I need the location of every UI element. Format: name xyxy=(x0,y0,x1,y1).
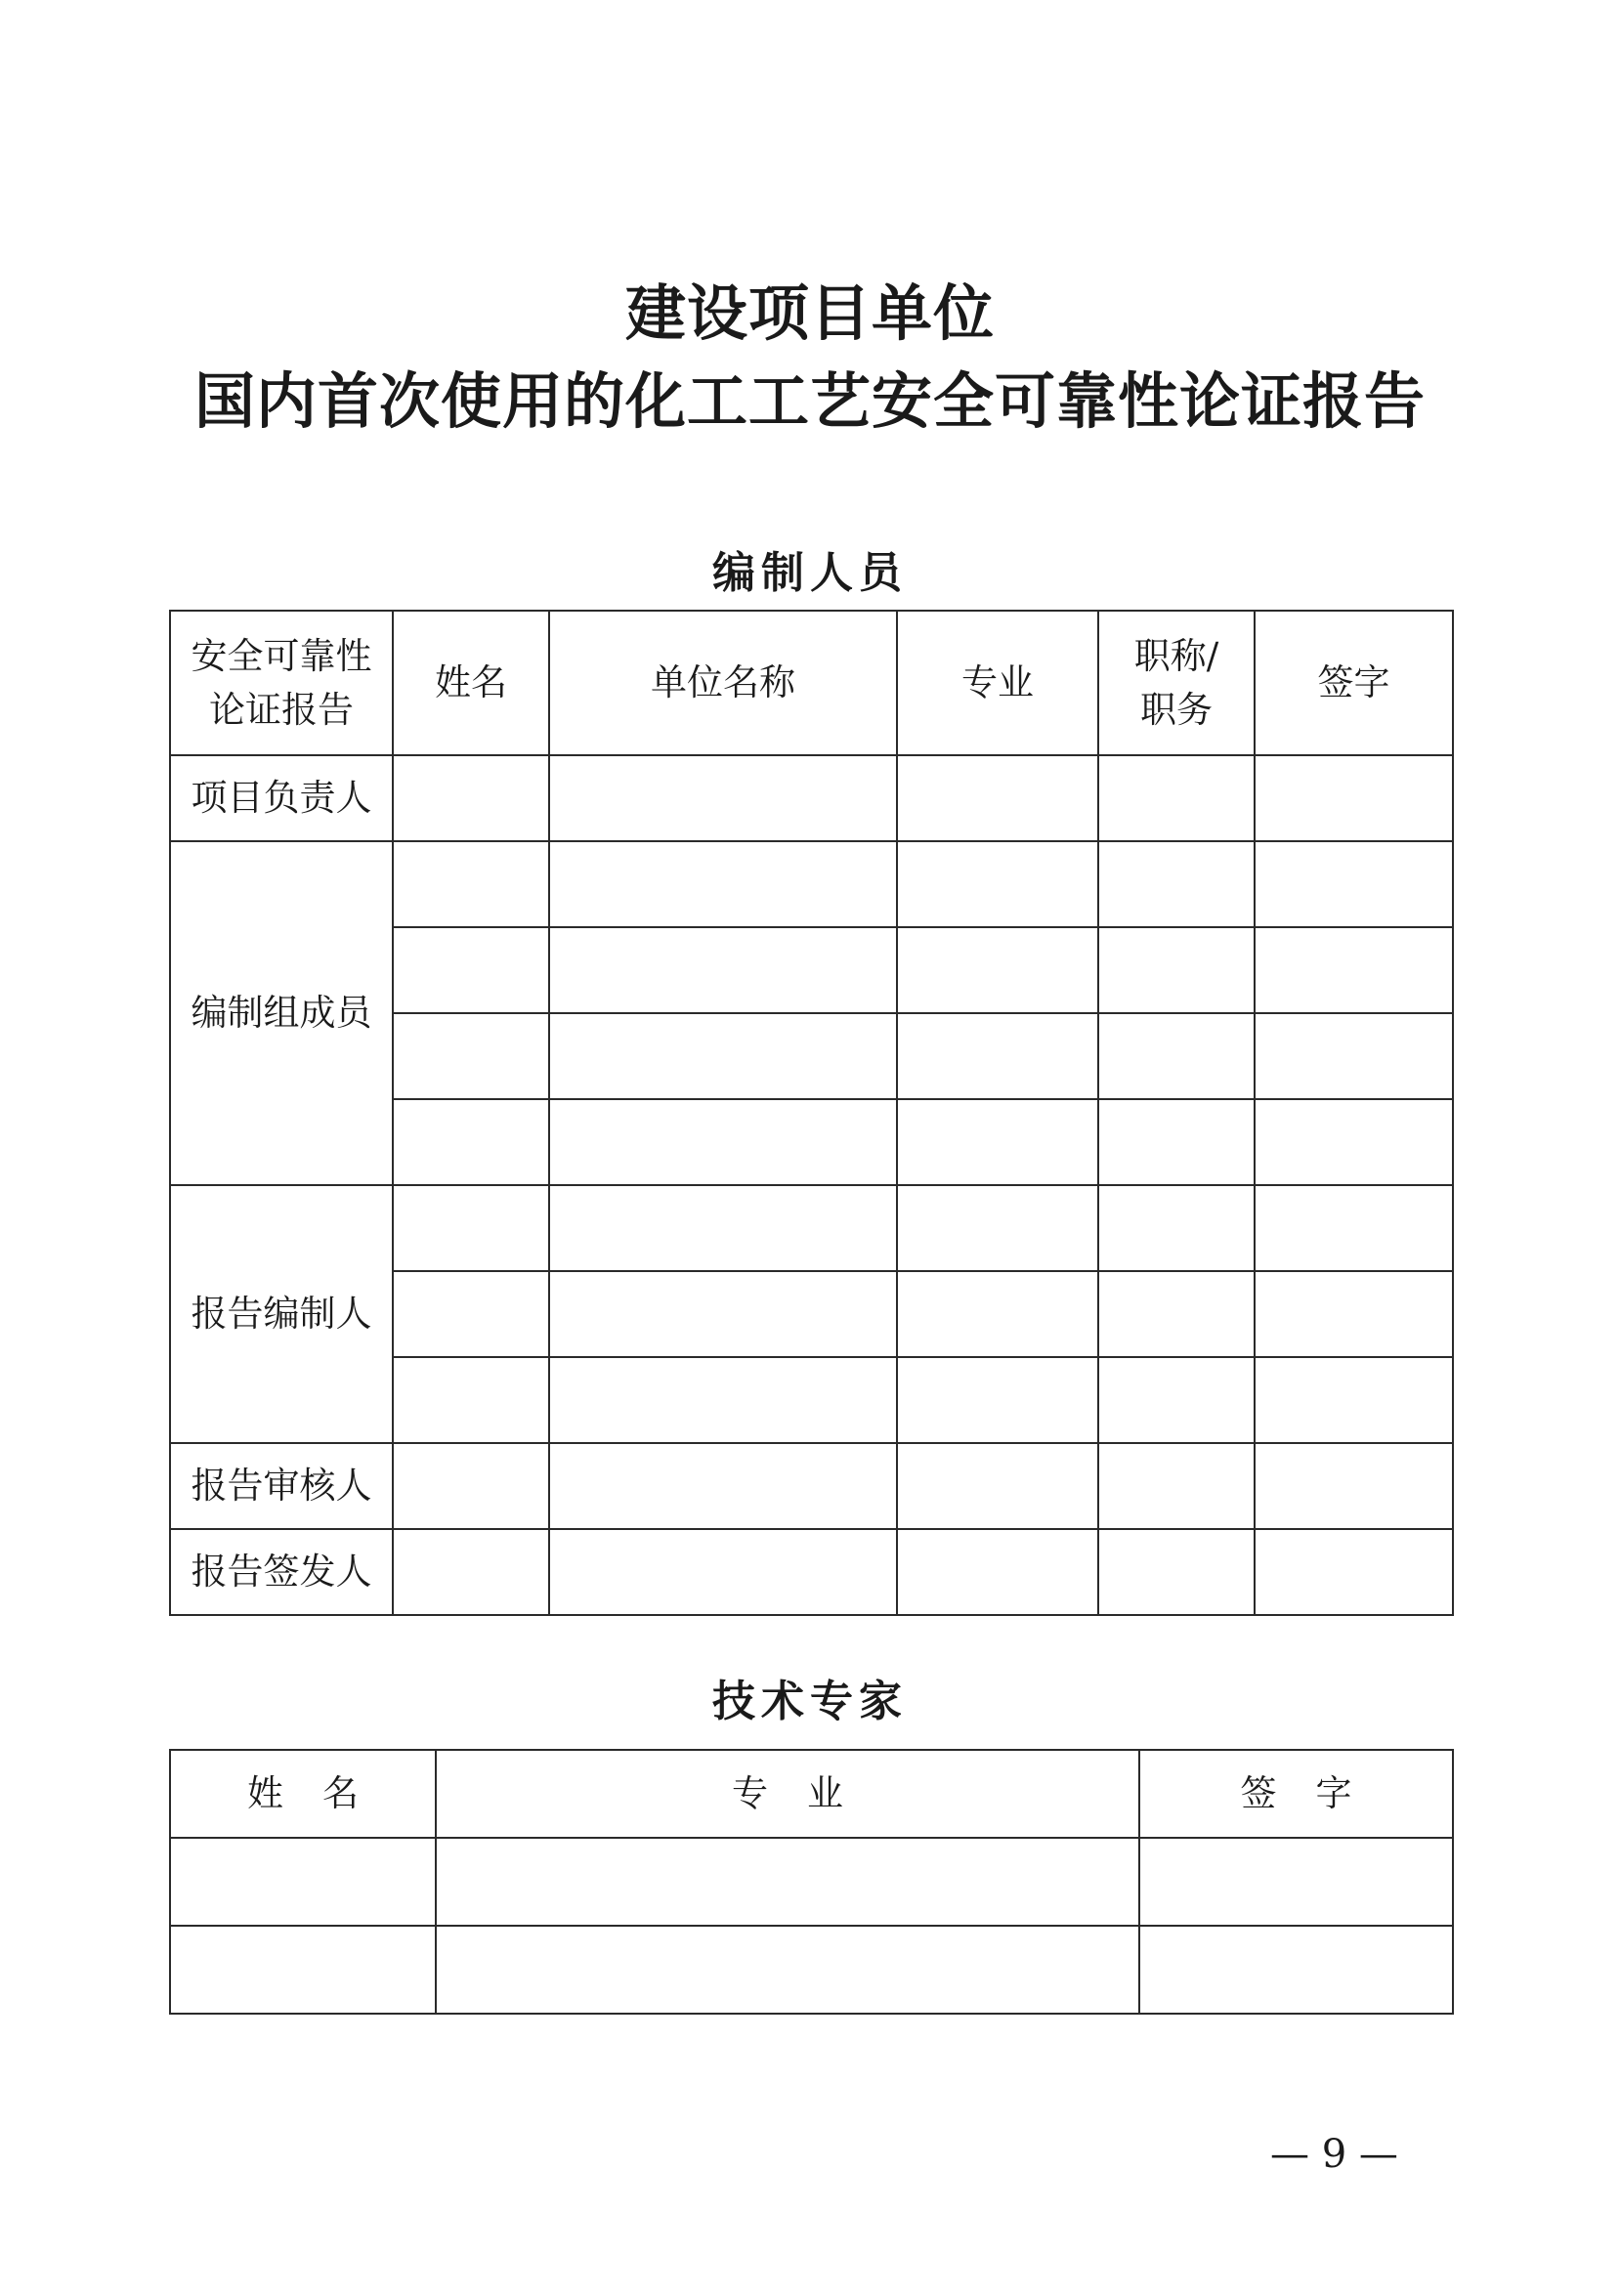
title-cell[interactable] xyxy=(1098,1185,1255,1271)
table-row xyxy=(170,1185,1453,1271)
expert-signature-cell[interactable] xyxy=(1139,1926,1453,2014)
signature-cell[interactable] xyxy=(1255,755,1453,841)
major-cell[interactable] xyxy=(897,841,1098,927)
title-cell[interactable] xyxy=(1098,841,1255,927)
unit-cell[interactable] xyxy=(549,1357,897,1443)
signature-cell[interactable] xyxy=(1255,1443,1453,1529)
name-cell[interactable] xyxy=(393,1357,549,1443)
title-cell[interactable] xyxy=(1098,1099,1255,1185)
header-role xyxy=(170,611,393,755)
expert-header-signature: 签字 xyxy=(1139,1750,1453,1838)
header-major: 专业 xyxy=(897,611,1098,755)
role-report-issuer: 报告签发人 xyxy=(170,1529,393,1615)
header-signature: 签字 xyxy=(1255,611,1453,755)
page-number: — 9 — xyxy=(1270,2132,1398,2177)
major-cell[interactable] xyxy=(897,1099,1098,1185)
role-project-lead: 项目负责人 xyxy=(170,755,393,841)
expert-major-cell[interactable] xyxy=(436,1926,1139,2014)
major-cell[interactable] xyxy=(897,1271,1098,1357)
major-cell[interactable] xyxy=(897,1357,1098,1443)
table-row xyxy=(170,1926,1453,2014)
unit-cell[interactable] xyxy=(549,1099,897,1185)
document-title-line1: 建设项目单位 xyxy=(624,277,995,349)
signature-cell[interactable] xyxy=(1255,1357,1453,1443)
table-row xyxy=(170,1838,1453,1926)
role-report-author: 报告编制人 xyxy=(170,1185,393,1443)
role-report-reviewer: 报告审核人 xyxy=(170,1443,393,1529)
staff-table xyxy=(169,610,1454,1616)
expert-signature-cell[interactable] xyxy=(1139,1838,1453,1926)
name-cell[interactable] xyxy=(393,755,549,841)
name-cell[interactable] xyxy=(393,927,549,1013)
expert-name-cell[interactable] xyxy=(170,1926,436,2014)
major-cell[interactable] xyxy=(897,927,1098,1013)
unit-cell[interactable] xyxy=(549,1529,897,1615)
unit-cell[interactable] xyxy=(549,841,897,927)
signature-cell[interactable] xyxy=(1255,1185,1453,1271)
title-cell[interactable] xyxy=(1098,1357,1255,1443)
expert-major-cell[interactable] xyxy=(436,1838,1139,1926)
name-cell[interactable] xyxy=(393,841,549,927)
expert-table xyxy=(169,1749,1454,2015)
unit-cell[interactable] xyxy=(549,927,897,1013)
unit-cell[interactable] xyxy=(549,1013,897,1099)
table-row xyxy=(170,1443,1453,1529)
document-title-line2: 国内首次使用的化工工艺安全可靠性论证报告 xyxy=(193,365,1426,437)
major-cell[interactable] xyxy=(897,1443,1098,1529)
unit-cell[interactable] xyxy=(549,1185,897,1271)
header-name: 姓名 xyxy=(393,611,549,755)
title-cell[interactable] xyxy=(1098,927,1255,1013)
signature-cell[interactable] xyxy=(1255,841,1453,927)
expert-header-major: 专业 xyxy=(436,1750,1139,1838)
name-cell[interactable] xyxy=(393,1013,549,1099)
unit-cell[interactable] xyxy=(549,1271,897,1357)
signature-cell[interactable] xyxy=(1255,927,1453,1013)
table-row xyxy=(170,755,1453,841)
staff-section-heading: 编制人员 xyxy=(712,548,908,598)
name-cell[interactable] xyxy=(393,1443,549,1529)
header-title-line1: 职称/ xyxy=(1133,634,1219,677)
signature-cell[interactable] xyxy=(1255,1099,1453,1185)
expert-header-name: 姓名 xyxy=(170,1750,436,1838)
header-title xyxy=(1098,611,1255,755)
name-cell[interactable] xyxy=(393,1529,549,1615)
header-unit: 单位名称 xyxy=(549,611,897,755)
name-cell[interactable] xyxy=(393,1185,549,1271)
signature-cell[interactable] xyxy=(1255,1529,1453,1615)
role-team-members: 编制组成员 xyxy=(170,841,393,1185)
title-cell[interactable] xyxy=(1098,1013,1255,1099)
header-title-line2: 职务 xyxy=(1140,689,1213,731)
signature-cell[interactable] xyxy=(1255,1271,1453,1357)
signature-cell[interactable] xyxy=(1255,1013,1453,1099)
staff-table-header xyxy=(170,611,1453,755)
title-cell[interactable] xyxy=(1098,755,1255,841)
name-cell[interactable] xyxy=(393,1099,549,1185)
unit-cell[interactable] xyxy=(549,1443,897,1529)
unit-cell[interactable] xyxy=(549,755,897,841)
major-cell[interactable] xyxy=(897,755,1098,841)
expert-name-cell[interactable] xyxy=(170,1838,436,1926)
header-role-line1: 安全可靠性 xyxy=(191,634,372,677)
major-cell[interactable] xyxy=(897,1013,1098,1099)
major-cell[interactable] xyxy=(897,1529,1098,1615)
header-role-line2: 论证报告 xyxy=(209,689,354,731)
major-cell[interactable] xyxy=(897,1185,1098,1271)
name-cell[interactable] xyxy=(393,1271,549,1357)
expert-section-heading: 技术专家 xyxy=(712,1677,908,1726)
title-cell[interactable] xyxy=(1098,1271,1255,1357)
title-cell[interactable] xyxy=(1098,1443,1255,1529)
title-cell[interactable] xyxy=(1098,1529,1255,1615)
expert-table-header xyxy=(170,1750,1453,1838)
table-row xyxy=(170,1529,1453,1615)
table-row xyxy=(170,841,1453,927)
